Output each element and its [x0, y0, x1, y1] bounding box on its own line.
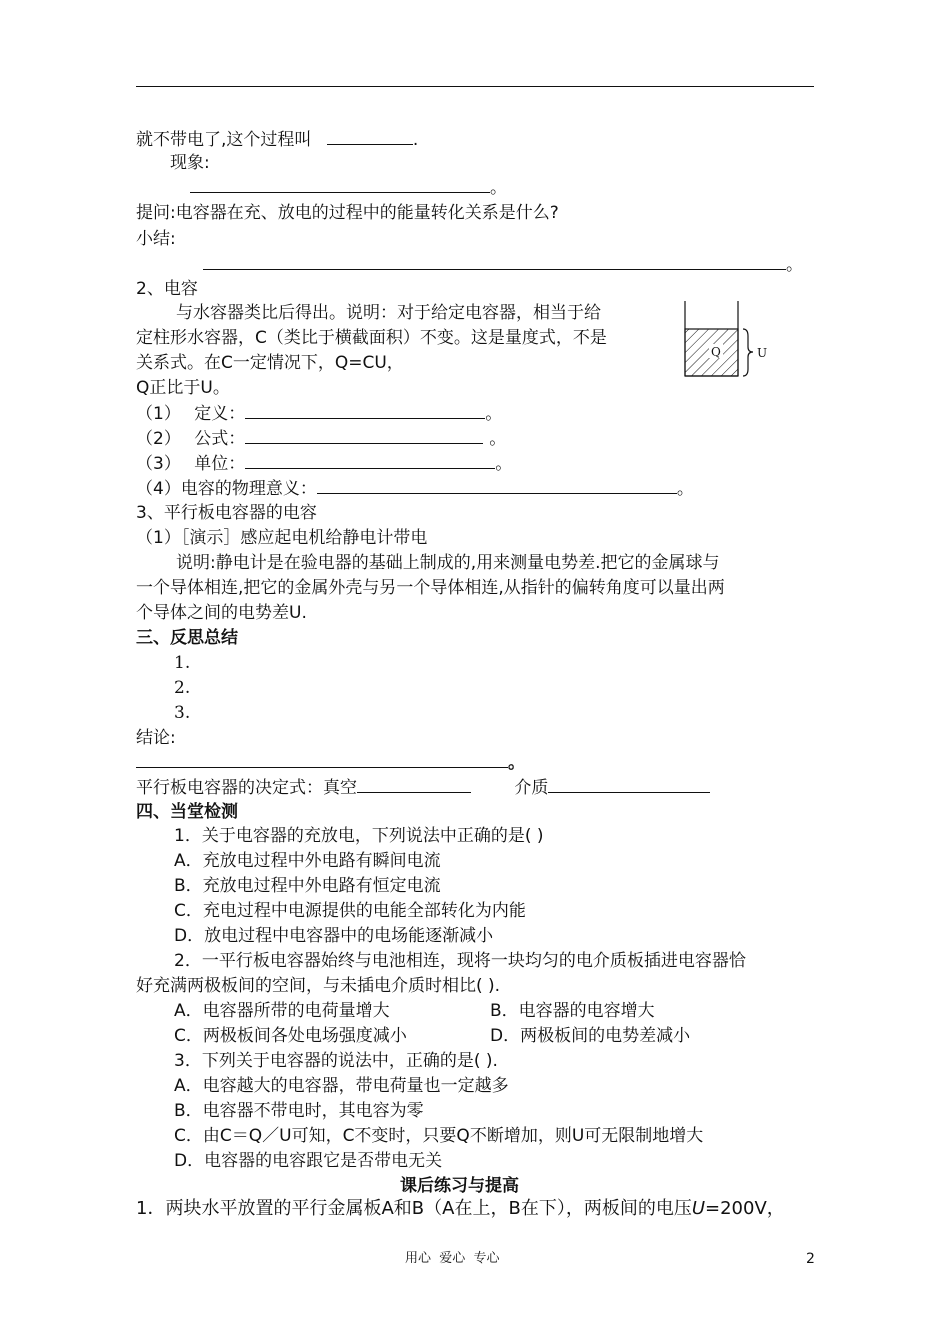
capacitance-text-4: Q正比于U。	[136, 378, 230, 398]
section3-title: 3、平行板电容器的电容	[136, 503, 317, 523]
blank-definition[interactable]	[245, 402, 485, 419]
summary-label: 小结:	[136, 229, 176, 249]
blank-unit[interactable]	[245, 452, 495, 469]
decisive-formula-line: 平行板电容器的决定式：真空 介质	[136, 776, 710, 799]
u-label: U	[757, 346, 768, 360]
q3-option-a[interactable]: A．电容越大的电容器，带电荷量也一定越多	[174, 1076, 509, 1096]
summary-blank-line: 。	[203, 253, 803, 276]
water-container-diagram	[680, 298, 780, 382]
q1-option-b[interactable]: B．充放电过程中外电路有恒定电流	[174, 876, 441, 896]
explanation-2: 一个导体相连,把它的金属外壳与另一个导体相连,从指针的偏转角度可以量出两	[136, 578, 725, 598]
q1-stem: 1．关于电容器的充放电，下列说法中正确的是( )	[174, 826, 544, 846]
question-line: 提问:电容器在充、放电的过程中的能量转化关系是什么?	[136, 203, 559, 223]
phenomenon-label: 现象:	[170, 153, 210, 173]
explanation-3: 个导体之间的电势差U.	[136, 603, 307, 623]
blank-summary[interactable]	[203, 253, 786, 270]
q2-option-b[interactable]: B．电容器的电容增大	[490, 1001, 655, 1021]
blank-medium[interactable]	[548, 776, 710, 793]
u-brace	[743, 329, 753, 376]
continued-sentence-line	[136, 128, 418, 151]
capacitance-text-3: 关系式。在C一定情况下，Q=CU，	[136, 353, 404, 373]
q2-stem: 2．一平行板电容器始终与电池相连，现将一块均匀的电介质板插进电容器恰	[174, 951, 746, 971]
continued-sentence: 就不带电了,这个过程叫	[136, 130, 312, 150]
reflection-item-3: 3.	[174, 703, 191, 723]
blank-phenomenon[interactable]	[190, 176, 490, 193]
q2-option-d[interactable]: D．两极板间的电势差减小	[490, 1026, 691, 1046]
demo-line: （1）［演示］感应起电机给静电计带电	[136, 528, 428, 548]
reflection-item-1: 1.	[174, 653, 191, 673]
header-rule	[136, 86, 814, 87]
q2-stem-cont: 好充满两极板间的空间，与未插电介质时相比( ).	[136, 976, 501, 996]
q3-option-d[interactable]: D．电容器的电容跟它是否带电无关	[174, 1151, 443, 1171]
period-mark: .	[412, 130, 419, 150]
blank-formula[interactable]	[245, 427, 483, 444]
conclusion-blank-line: 。	[136, 751, 525, 774]
q2-option-c[interactable]: C．两极板间各处电场强度减小	[174, 1026, 407, 1046]
blank-process[interactable]	[327, 128, 413, 145]
q1-option-a[interactable]: A．充放电过程中外电路有瞬间电流	[174, 851, 441, 871]
blank-physical-meaning[interactable]	[317, 477, 677, 494]
q-label: Q	[711, 345, 721, 359]
homework-title: 课后练习与提高	[400, 1176, 519, 1196]
blank-vacuum[interactable]	[357, 776, 471, 793]
conclusion-label: 结论:	[136, 728, 176, 748]
q3-stem: 3．下列关于电容器的说法中，正确的是( ).	[174, 1051, 498, 1071]
capacitance-text-1: 与水容器类比后得出。说明：对于给定电容器，相当于给	[176, 303, 601, 323]
q1-option-d[interactable]: D．放电过程中电容器中的电场能逐渐减小	[174, 926, 494, 946]
reflection-item-2: 2.	[174, 678, 191, 698]
footer-text: 用心 爱心 专心	[405, 1251, 500, 1266]
reflection-title: 三、反思总结	[136, 628, 238, 648]
q3-option-c[interactable]: C．由C＝Q／U可知，C不变时，只要Q不断增加，则U可无限制地增大	[174, 1126, 704, 1146]
phenomenon-blank-line: 。	[190, 176, 507, 199]
item-formula: （2） 公式： 。	[136, 429, 507, 449]
q2-option-a[interactable]: A．电容器所带的电荷量增大	[174, 1001, 390, 1021]
item-physical-meaning: （4）电容的物理意义： 。	[136, 479, 694, 499]
blank-conclusion[interactable]	[136, 751, 508, 768]
page-number: 2	[806, 1251, 815, 1267]
q3-option-b[interactable]: B．电容器不带电时，其电容为零	[174, 1101, 424, 1121]
explanation-1: 说明:静电计是在验电器的基础上制成的,用来测量电势差.把它的金属球与	[176, 553, 720, 573]
section2-title: 2、电容	[136, 279, 198, 299]
capacitance-text-2: 定柱形水容器，C（类比于横截面积）不变。这是量度式，不是	[136, 328, 607, 348]
item-definition: （1） 定义： 。	[136, 404, 503, 424]
test-title: 四、当堂检测	[136, 802, 238, 822]
q1-option-c[interactable]: C．充电过程中电源提供的电能全部转化为内能	[174, 901, 526, 921]
item-unit: （3） 单位： 。	[136, 454, 513, 474]
homework-problem-1: 1．两块水平放置的平行金属板A和B（A在上，B在下），两板间的电压U=200V，	[136, 1198, 785, 1219]
